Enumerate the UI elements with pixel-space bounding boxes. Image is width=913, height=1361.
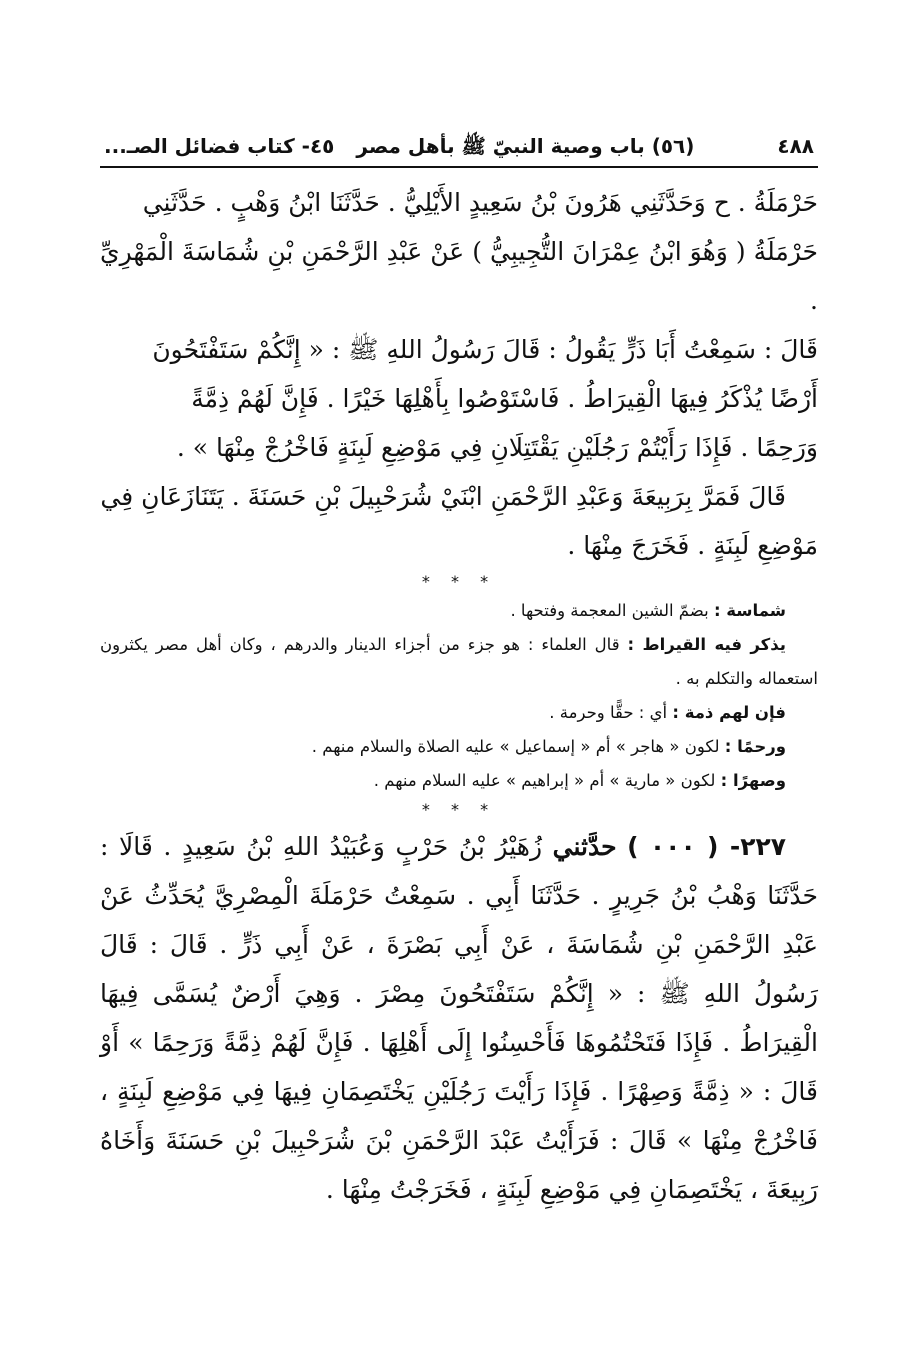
note-item: [100, 628, 818, 696]
note-text: قال العلماء : هو جزء من أجزاء الدينار والدرهم ، وكان أهل مصر يكثرون استعماله والتكلم به .: [100, 635, 818, 688]
note-term: شماسة :: [713, 601, 786, 620]
note-text: لكون « مارية » أم « إبراهيم » عليه السلام منهم .: [373, 771, 721, 790]
note-term: يذكر فيه القيراط :: [627, 635, 786, 654]
commentary-notes: [100, 594, 818, 798]
note-term: فإن لهم ذمة :: [672, 703, 786, 722]
hadith-line: مَوْضِعِ لَبِنَةٍ . فَخَرَجَ مِنْهَا .: [567, 531, 818, 560]
note-item: [100, 696, 818, 730]
note-term: ورحمًا :: [724, 737, 786, 756]
note-item: [100, 594, 818, 628]
hadith-line: أَرْضًا يُذْكَرُ فِيهَا الْقِيرَاطُ . فَاسْتَوْصُوا بِأَهْلِهَا خَيْرًا . فَإِنَّ لَهُمْ ذِمَّةً: [191, 384, 818, 413]
hadith-line: قَالَ : سَمِعْتُ أَبَا ذَرٍّ يَقُولُ : قَالَ رَسُولُ اللهِ ﷺ : « إِنَّكُمْ سَتَفْتَحُونَ: [152, 335, 818, 364]
hadith-text-2: [100, 822, 818, 1214]
hadith-line: حَرْمَلَةُ . ح وَحَدَّثَنِي هَرُونَ بْنُ سَعِيدٍ الأَيْلِيُّ . حَدَّثَنَا ابْنُ وَهْبٍ . حَدَّثَنِي: [142, 188, 818, 217]
book-page: [100, 128, 818, 1214]
note-text: أي : حقًّا وحرمة .: [549, 703, 673, 722]
separator-stars: * * *: [421, 572, 497, 591]
hadith-paragraph: [100, 822, 818, 1214]
header-rule: [100, 166, 818, 168]
hadith-opening: حدَّثني: [552, 832, 617, 861]
page-number: ٤٨٨: [777, 134, 814, 158]
note-term: وصهرًا :: [720, 771, 786, 790]
hadith-text-1: [100, 178, 818, 570]
hadith-line: وَرَحِمًا . فَإِذَا رَأَيْتُمْ رَجُلَيْنِ يَقْتَتِلَانِ فِي مَوْضِعِ لَبِنَةٍ فَاخْرُجْ مِنْهَا » .: [176, 433, 818, 462]
separator-stars: * * *: [421, 800, 497, 819]
note-item: [100, 764, 818, 798]
hadith-number: ٢٢٧- ( ٠٠٠ ): [627, 832, 786, 861]
hadith-line: حَرْمَلَةُ ( وَهُوَ ابْنُ عِمْرَانَ التُّجِيبِيُّ ) عَنْ عَبْدِ الرَّحْمَنِ بْنِ شُمَاسَةَ الْمَهْرِيِّ .: [100, 237, 818, 315]
header-titles: [104, 128, 694, 164]
note-text: لكون « هاجر » أم « إسماعيل » عليه الصلاة والسلام منهم .: [311, 737, 725, 756]
section-title: (٥٦) باب وصية النبيّ ﷺ بأهل مصر: [356, 134, 695, 158]
note-item: [100, 730, 818, 764]
hadith-body: زُهَيْرُ بْنُ حَرْبٍ وَعُبَيْدُ اللهِ بْنُ سَعِيدٍ . قَالَا : حَدَّثَنَا وَهْبُ بْنُ جَرِيرٍ . حَدَّثَنَا أَبِي . سَمِعْتُ حَرْمَلَةَ الْمِصْرِيَّ يُحَدِّثُ عَنْ عَبْدِ الرَّحْمَنِ بْنِ شُمَاسَةَ ، عَنْ أَبِي بَصْرَةَ ، عَنْ أَبِي ذَرٍّ . قَالَ : قَالَ رَسُولُ اللهِ ﷺ : « إِنَّكُمْ سَتَفْتَحُونَ مِصْرَ . وَهِيَ أَرْضٌ يُسَمَّى فِيهَا الْقِيرَاطُ . فَإِذَا فَتَحْتُمُوهَا فَأَحْسِنُوا إِلَى أَهْلِهَا . فَإِنَّ لَهُمْ ذِمَّةً وَرَحِمًا » أَوْ قَالَ : « ذِمَّةً وَصِهْرًا . فَإِذَا رَأَيْتَ رَجُلَيْنِ يَخْتَصِمَانِ فِيهَا فِي مَوْضِعِ لَبِنَةٍ ، فَاخْرُجْ مِنْهَا » قَالَ : فَرَأَيْتُ عَبْدَ الرَّحْمَنِ بْنَ شُرَحْبِيلَ بْنِ حَسَنَةَ وَأَخَاهُ رَبِيعَةَ ، يَخْتَصِمَانِ فِي مَوْضِعِ لَبِنَةٍ ، فَخَرَجْتُ مِنْهَا .: [100, 832, 818, 1204]
note-text: بضمّ الشين المعجمة وفتحها .: [510, 601, 714, 620]
chapter-title: ٤٥- كتاب فضائل الصـ...: [104, 134, 335, 158]
running-header: [100, 128, 818, 164]
hadith-line: قَالَ فَمَرَّ بِرَبِيعَةَ وَعَبْدِ الرَّحْمَنِ ابْنَيْ شُرَحْبِيلَ بْنِ حَسَنَةَ . يَتَنَازَعَانِ فِي: [100, 482, 786, 511]
